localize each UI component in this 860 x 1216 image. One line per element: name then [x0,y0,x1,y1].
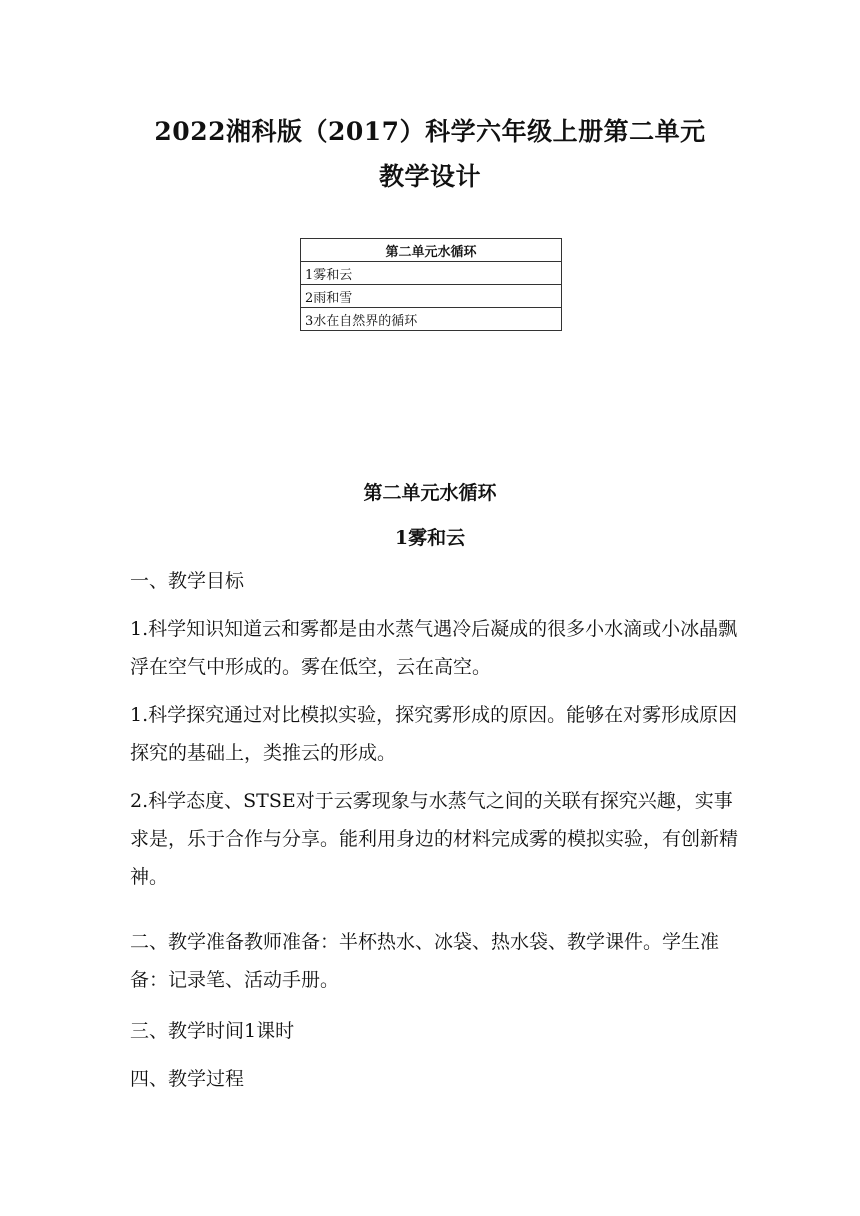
lesson-title: 1雾和云 [394,527,466,549]
table-row [301,262,562,285]
paragraph-science-attitude: 2.科学态度、STSE对于云雾现象与水蒸气之间的关联有探究兴趣，实事求是，乐于合作与分享。能利用身边的材料完成雾的模拟实验，有创新精神。 [130,790,739,888]
table-cell: 3水在自然界的循环 [301,308,562,331]
paragraph-teaching-time: 三、教学时间1课时 [130,1020,295,1042]
table-cell: 2雨和雪 [301,285,562,308]
table-row [301,308,562,331]
unit-title: 第二单元水循环 [363,482,497,504]
table-header-row [301,239,562,262]
paragraph-science-inquiry: 1.科学探究通过对比模拟实验，探究雾形成的原因。能够在对雾形成原因探究的基础上，类推云的形成。 [130,704,738,764]
heading-teaching-process: 四、教学过程 [130,1068,245,1090]
table-row [301,285,562,308]
heading-teaching-goals: 一、教学目标 [130,570,245,592]
table-cell: 1雾和云 [301,262,562,285]
table-header: 第二单元水循环 [301,239,562,262]
unit-contents-table [300,238,562,331]
document-title-line2: 教学设计 [378,162,481,191]
document-title-line1: 2022湘科版（2017）科学六年级上册第二单元 [154,117,706,146]
paragraph-teaching-preparation: 二、教学准备教师准备：半杯热水、冰袋、热水袋、教学课件。学生准备：记录笔、活动手册。 [130,931,720,991]
paragraph-science-knowledge: 1.科学知识知道云和雾都是由水蒸气遇冷后凝成的很多小水滴或小冰晶飘浮在空气中形成的。雾在低空，云在高空。 [130,618,738,678]
